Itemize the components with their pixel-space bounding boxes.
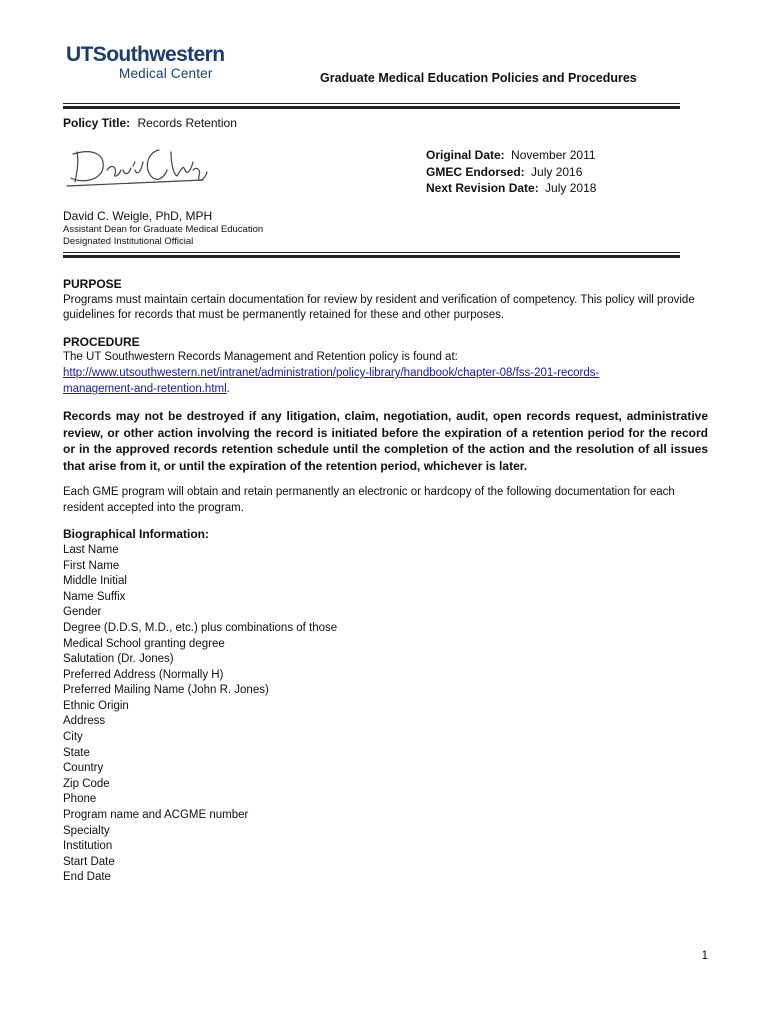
bio-list-item: Ethnic Origin	[63, 699, 129, 712]
bio-list-item: Last Name	[63, 543, 119, 556]
next-revision-label: Next Revision Date:	[426, 181, 539, 195]
page-number: 1	[701, 950, 708, 962]
signer-block	[63, 209, 263, 248]
policy-link[interactable]	[63, 367, 599, 395]
next-revision-row	[426, 180, 596, 197]
obtain-paragraph: Each GME program will obtain and retain permanently an electronic or hardcopy of the following documentation for each resident accepted into the program.	[63, 486, 675, 514]
bio-list-item: Zip Code	[63, 777, 110, 790]
original-date-row	[426, 147, 596, 164]
policy-dates	[426, 147, 596, 197]
procedure-intro: The UT Southwestern Records Management and Retention policy is found at:	[63, 351, 458, 364]
document-body	[63, 277, 708, 886]
gmec-endorsed-row	[426, 164, 596, 181]
bio-list-item: First Name	[63, 559, 120, 572]
signer-name: David C. Weigle, PhD, MPH	[63, 209, 213, 223]
bio-list-item: Salutation (Dr. Jones)	[63, 653, 174, 666]
bio-list-item: Specialty	[63, 824, 110, 837]
ut-southwestern-logo	[66, 44, 236, 81]
policy-title-value: Records Retention	[137, 116, 237, 130]
gmec-endorsed-value: July 2016	[531, 164, 583, 179]
bio-list-item: Phone	[63, 793, 97, 806]
document-header-title: Graduate Medical Education Policies and Procedures	[320, 71, 637, 85]
bio-list-item: Degree (D.D.S, M.D., etc.) plus combinations of those	[63, 621, 338, 634]
bio-list-item: Institution	[63, 840, 113, 853]
policy-link-line-2: management-and-retention.html	[63, 382, 227, 395]
bio-heading: Biographical Information:	[63, 527, 210, 542]
bio-list-item: Program name and ACGME number	[63, 809, 249, 822]
header-rule-thin	[63, 103, 680, 104]
policy-title-label: Policy Title:	[63, 116, 131, 130]
handwritten-signature	[63, 140, 213, 197]
bio-list-item: Preferred Address (Normally H)	[63, 668, 224, 681]
bio-list-item: End Date	[63, 871, 111, 884]
bio-list-item: City	[63, 731, 83, 744]
logo-main-text: UTSouthwestern	[66, 43, 225, 66]
original-date-label: Original Date:	[426, 148, 505, 162]
policy-link-line-1: http://www.utsouthwestern.net/intranet/administration/policy-library/handbook/chapter-08/fss-201-records-	[63, 366, 600, 379]
header-rule-thick	[63, 106, 680, 109]
next-revision-value: July 2018	[545, 181, 597, 195]
bio-list-item: Gender	[63, 606, 102, 619]
bio-list-item: Preferred Mailing Name (John R. Jones)	[63, 684, 269, 697]
purpose-heading: PURPOSE	[63, 277, 122, 291]
signer-rule-thick	[63, 255, 680, 258]
policy-link-paragraph	[63, 366, 708, 397]
policy-link-suffix: .	[226, 382, 230, 395]
retention-warning: Records may not be destroyed if any litigation, claim, negotiation, audit, open records request, administrative review, or other action involving the record is initiated before the expiration of a retention period for the record or in the approved records retention schedule until the completion of the action and the resolution of all issues that arise from it, or until the expiration of the retention period, whichever is later.	[63, 409, 708, 473]
logo-sub-text: Medical Center	[119, 66, 213, 81]
signer-rule-thin	[63, 252, 680, 253]
bio-list-item: Country	[63, 762, 104, 775]
signer-role-2: Designated Institutional Official	[63, 236, 194, 247]
policy-title	[63, 116, 237, 130]
original-date-value: November 2011	[511, 148, 596, 162]
procedure-heading: PROCEDURE	[63, 334, 140, 349]
gmec-endorsed-label: GMEC Endorsed:	[426, 164, 525, 179]
bio-list-item: State	[63, 746, 90, 759]
purpose-text: Programs must maintain certain documentation for review by resident and verification of competency. This policy will provide guidelines for records that must be permanently retained for these and other purposes.	[63, 293, 695, 322]
bio-list	[63, 543, 708, 886]
bio-list-item: Middle Initial	[63, 575, 127, 588]
signer-role-1: Assistant Dean for Graduate Medical Education	[63, 224, 264, 235]
bio-list-item: Start Date	[63, 855, 115, 868]
bio-list-item: Address	[63, 715, 106, 728]
bio-list-item: Medical School granting degree	[63, 637, 225, 650]
bio-list-item: Name Suffix	[63, 590, 126, 603]
